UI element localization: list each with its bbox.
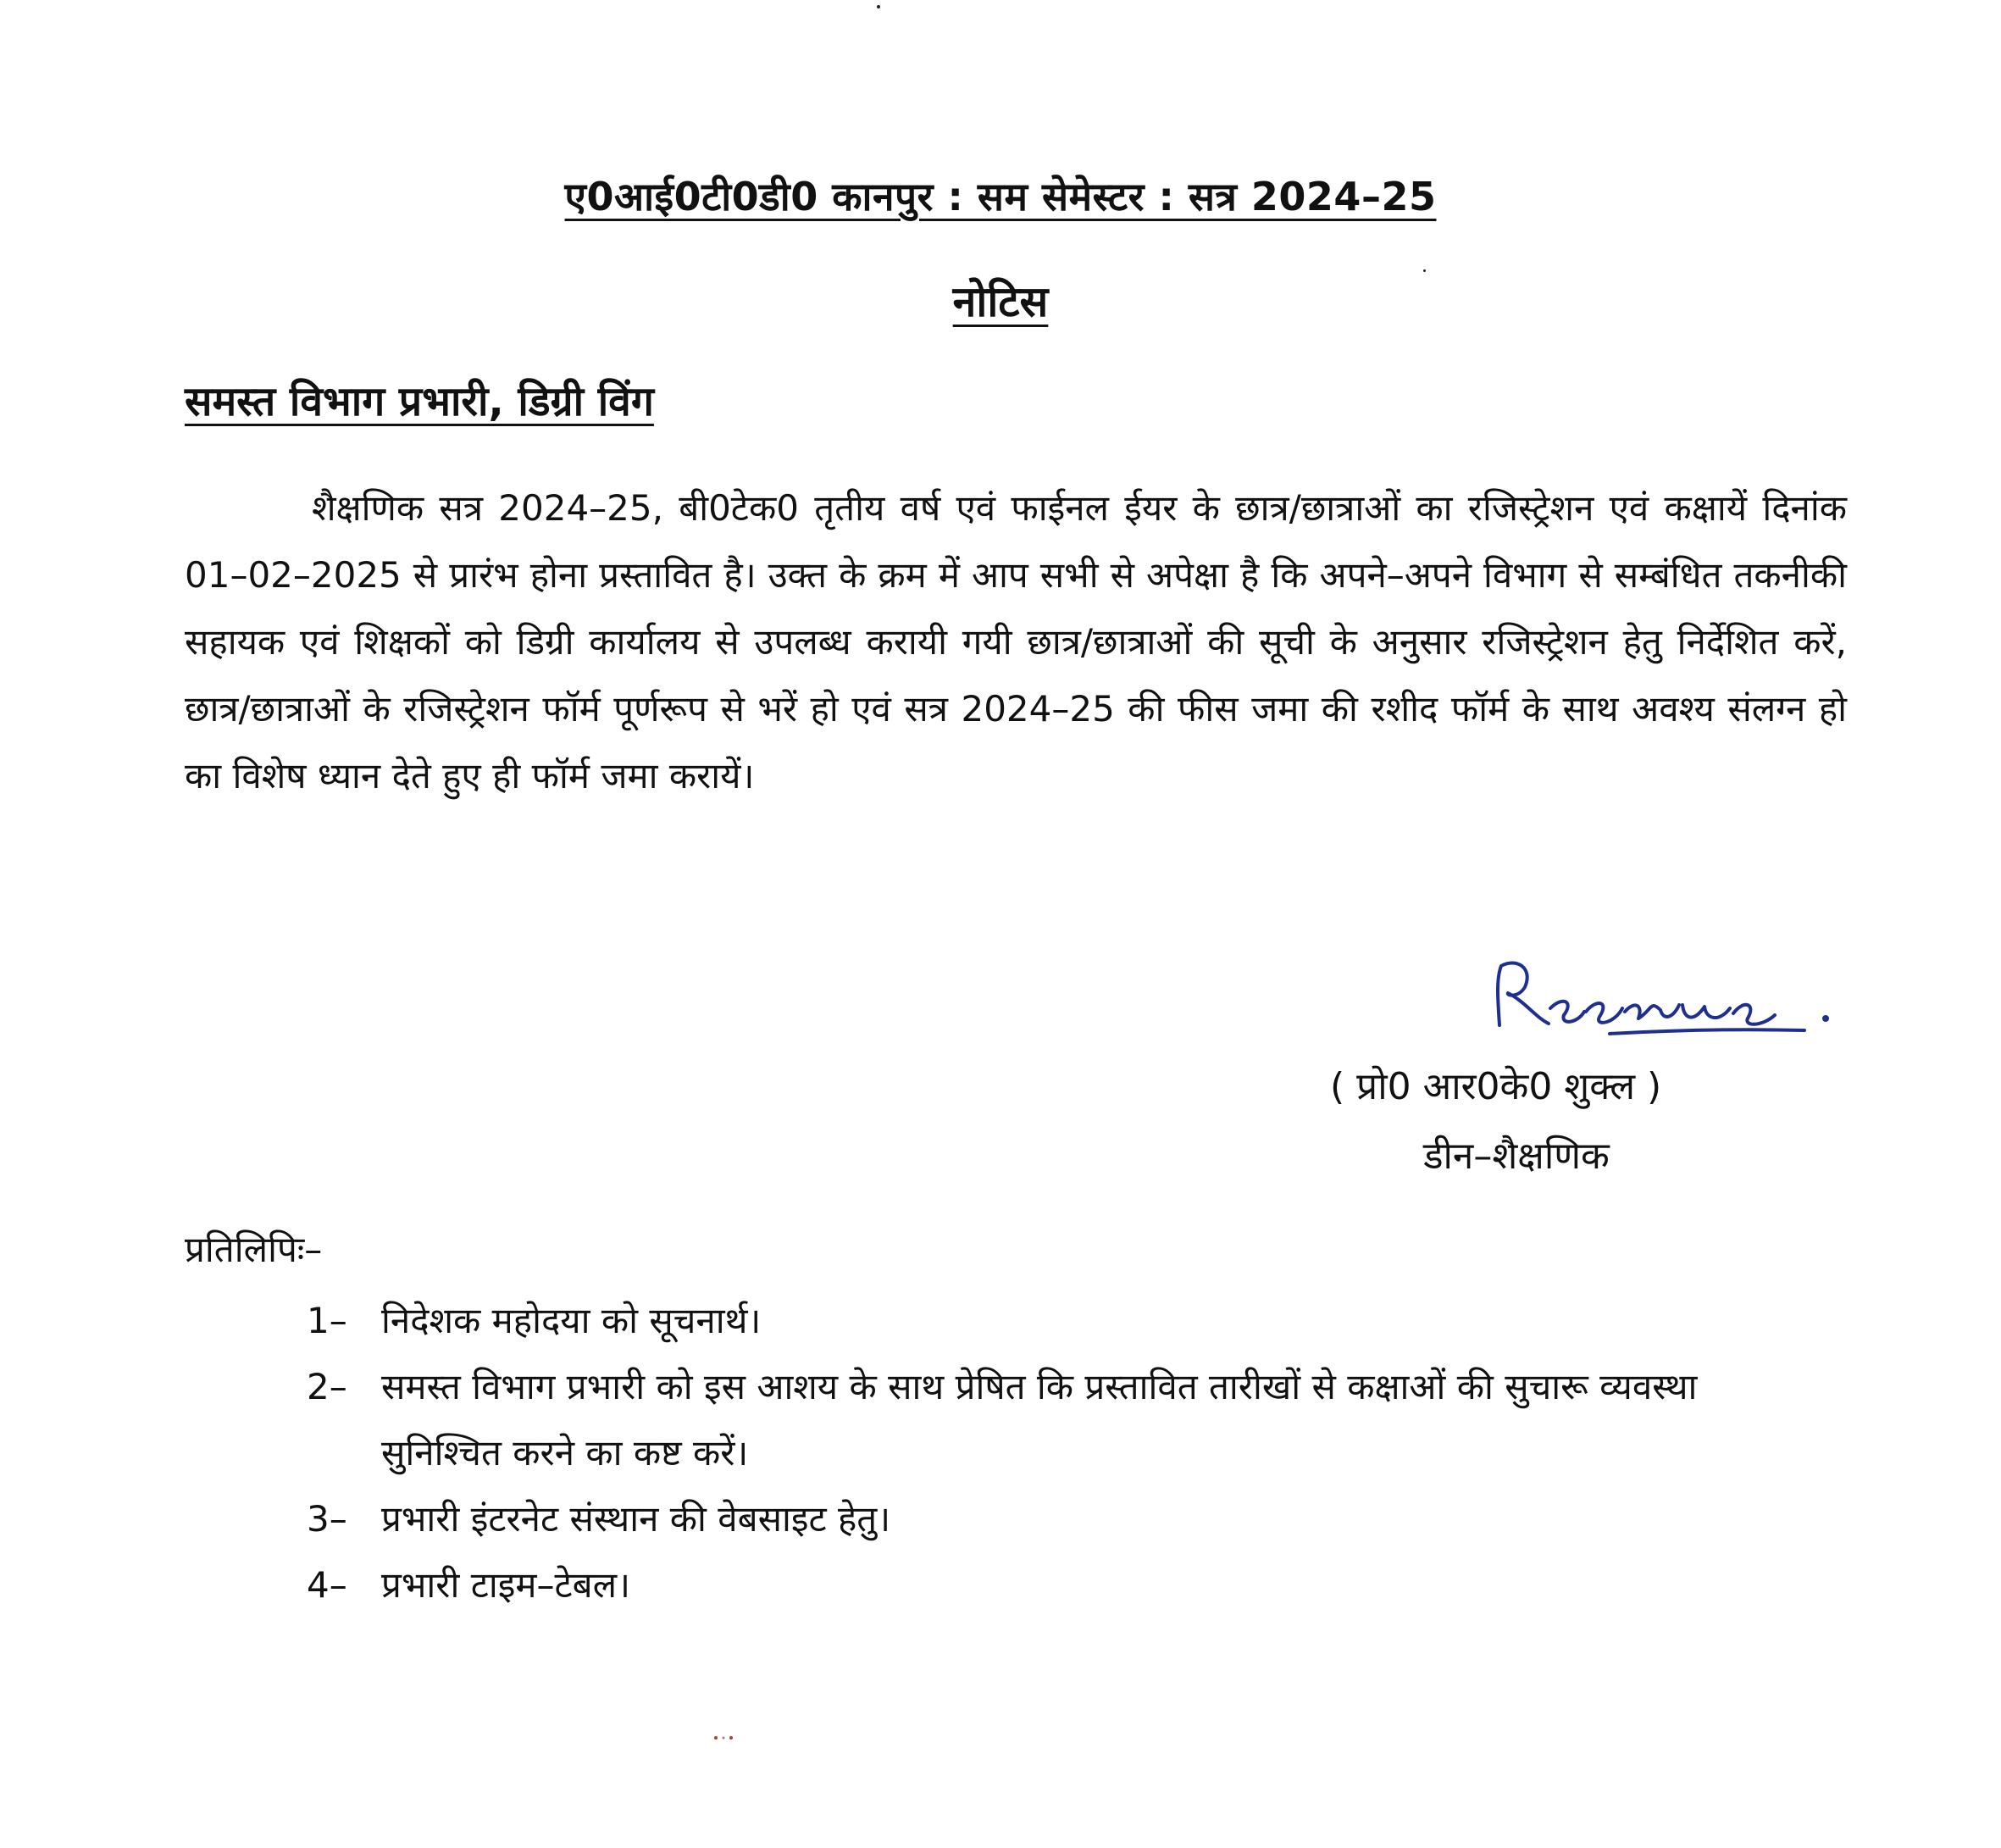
body-paragraph: शैक्षणिक सत्र 2024–25, बी0टेक0 तृतीय वर्ष एवं फाईनल ईयर के छात्र/छात्राओं का रजिस्ट्रेशन एवं कक्षायें दिनांक 01–02–2025 से प्रारंभ होना प्रस्तावित है। उक्त के क्रम में आप सभी से अपेक्षा है कि अपने–अपने विभाग से सम्बंधित तकनीकी सहायक एवं शिक्षकों को डिग्री कार्यालय से उपलब्ध करायी गयी छात्र/छात्राओं की सूची के अनुसार रजिस्ट्रेशन हेतु निर्देशित करें, छात्र/छात्राओं के रजिस्ट्रेशन फॉर्म पूर्णरूप से भरें हो एवं सत्र 2024–25 की फीस जमा की रशीद फॉर्म के साथ अवश्य संलग्न हो का विशेष ध्यान देते हुए ही फॉर्म जमा करायें। xyxy=(185,487,1847,796)
list-item-text: निदेशक महोदया को सूचनार्थ। xyxy=(381,1300,762,1341)
addressee-text: समस्त विभाग प्रभारी, डिग्री विंग xyxy=(185,378,654,425)
list-item-number: 1– xyxy=(307,1300,347,1341)
list-item-number: 4– xyxy=(307,1564,347,1606)
scan-mark xyxy=(713,1735,735,1740)
list-item xyxy=(307,1288,1747,1354)
list-item xyxy=(307,1486,1747,1552)
document-title xyxy=(0,169,2001,222)
list-item-text: समस्त विभाग प्रभारी को इस आशय के साथ प्रेषित कि प्रस्तावित तारीखों से कक्षाओं की सुचारू व्यवस्था सुनिश्चित करने का कष्ट करें। xyxy=(381,1366,1698,1473)
document-title-text: ए0आई0टी0डी0 कानपुर : सम सेमेस्टर : सत्र 2024–25 xyxy=(564,174,1437,219)
notice-heading xyxy=(0,271,2001,329)
list-item-number: 2– xyxy=(307,1366,347,1407)
list-item xyxy=(307,1552,1747,1618)
list-item-number: 3– xyxy=(307,1498,347,1540)
copy-to-list xyxy=(307,1288,1747,1618)
list-item-text: प्रभारी इंटरनेट संस्थान की वेबसाइट हेतु। xyxy=(381,1498,891,1540)
scan-speck xyxy=(877,5,880,8)
signer-name: ( प्रो0 आर0के0 शुक्ल ) xyxy=(1330,1065,1662,1108)
list-item-text: प्रभारी टाइम–टेबल। xyxy=(381,1564,631,1606)
list-item xyxy=(307,1354,1747,1486)
notice-heading-text: नोटिस xyxy=(952,277,1049,326)
copy-to-heading: प्रतिलिपिः– xyxy=(185,1229,323,1270)
addressee xyxy=(185,373,654,428)
signer-designation: डीन–शैक्षणिक xyxy=(1423,1135,1610,1178)
handwritten-signature xyxy=(1483,949,1847,1042)
